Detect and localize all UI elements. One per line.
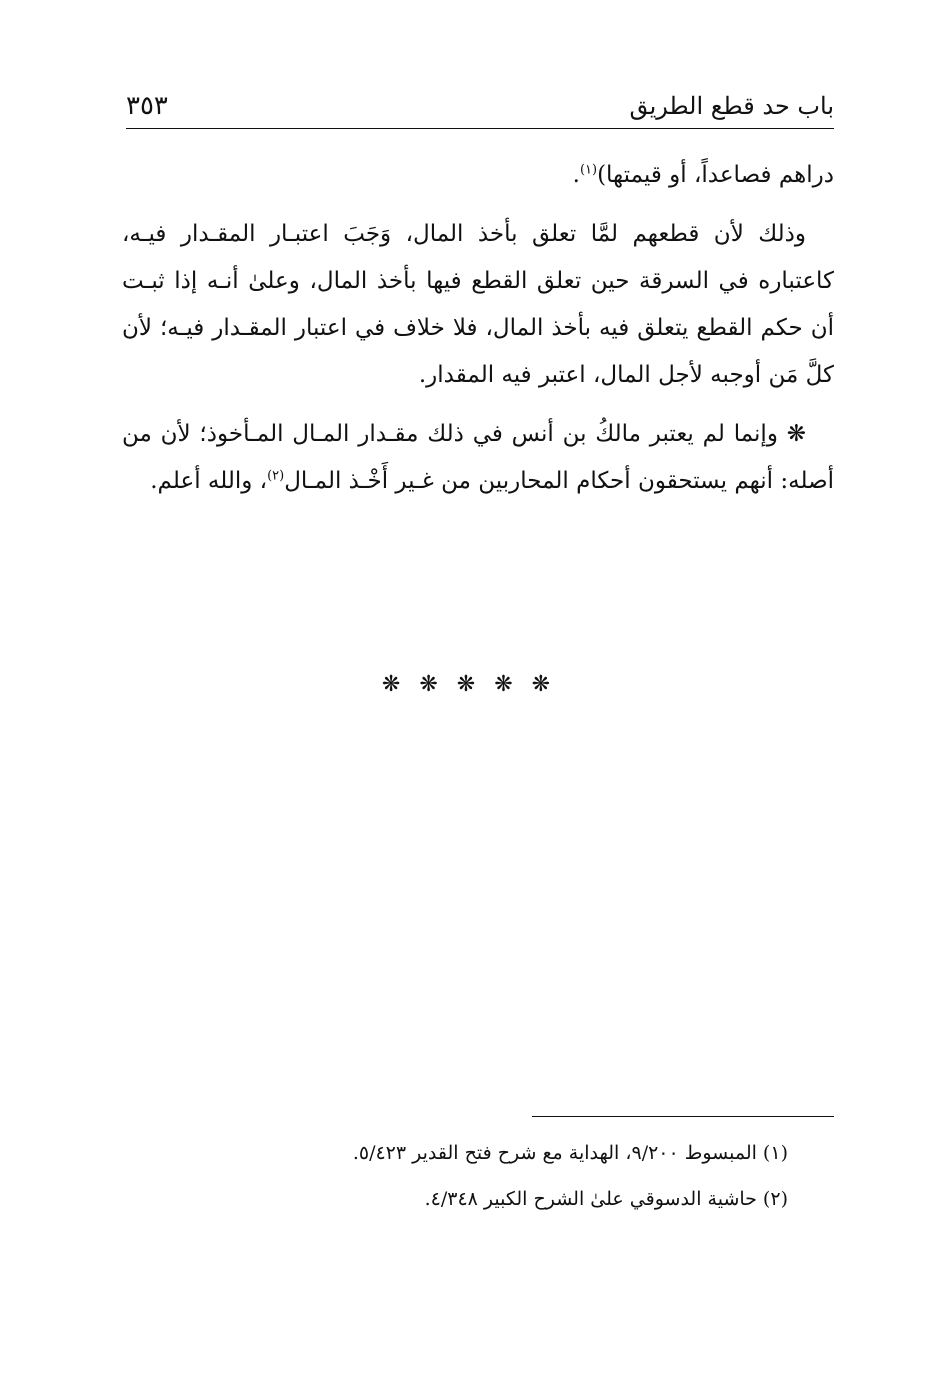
paragraph-2 [122, 211, 834, 399]
footnote-2: (٢) حاشية الدسوقي علىٰ الشرح الكبير ٤/٣٤٨. [424, 1188, 788, 1210]
section-separator: ❋ ❋ ❋ ❋ ❋ [381, 672, 557, 697]
footnote-ref-1: (١) [579, 162, 598, 178]
paragraph-1 [122, 152, 834, 199]
footnote-divider [532, 1116, 834, 1117]
paragraph-suffix: . [572, 162, 580, 188]
running-header [126, 88, 834, 129]
chapter-title: باب حد قطع الطريق [629, 92, 834, 120]
footnotes [200, 1130, 788, 1222]
footnote-ref-2: (٢) [267, 468, 285, 484]
body-text [122, 152, 834, 517]
paragraph-text: وذلك لأن قطعهم لمَّا تعلق بأخذ المال، وَجَبَ اعتبـار المقـدار فيـه، كاعتباره في السرقة حين تعلق القطع فيها بأخذ المال، وعلىٰ أنـه إذا ثبـت أن حكم القطع يتعلق فيه بأخذ المال، فلا خلاف في اعتبار المقـدار فيـه؛ لأن كلَّ مَن أوجبه لأجل المال، اعتبر فيه المقدار. [122, 221, 834, 388]
paragraph-suffix: ، والله أعلم. [150, 468, 268, 494]
footnote-1: (١) المبسوط ٩/٢٠٠، الهداية مع شرح فتح القدير ٥/٤٢٣. [352, 1142, 788, 1164]
paragraph-text: دراهم فصاعداً، أو قيمتها) [597, 162, 834, 188]
paragraph-3 [122, 411, 834, 505]
paragraph-text: ❋ وإنما لم يعتبر مالكُ بن أنس في ذلك مقـدار المـال المـأخوذ؛ لأن من أصله: أنهم يستحقون أحكام المحاربين من غـير أَخْـذ المـال [122, 421, 834, 494]
page-number: ٣٥٣ [126, 91, 168, 121]
